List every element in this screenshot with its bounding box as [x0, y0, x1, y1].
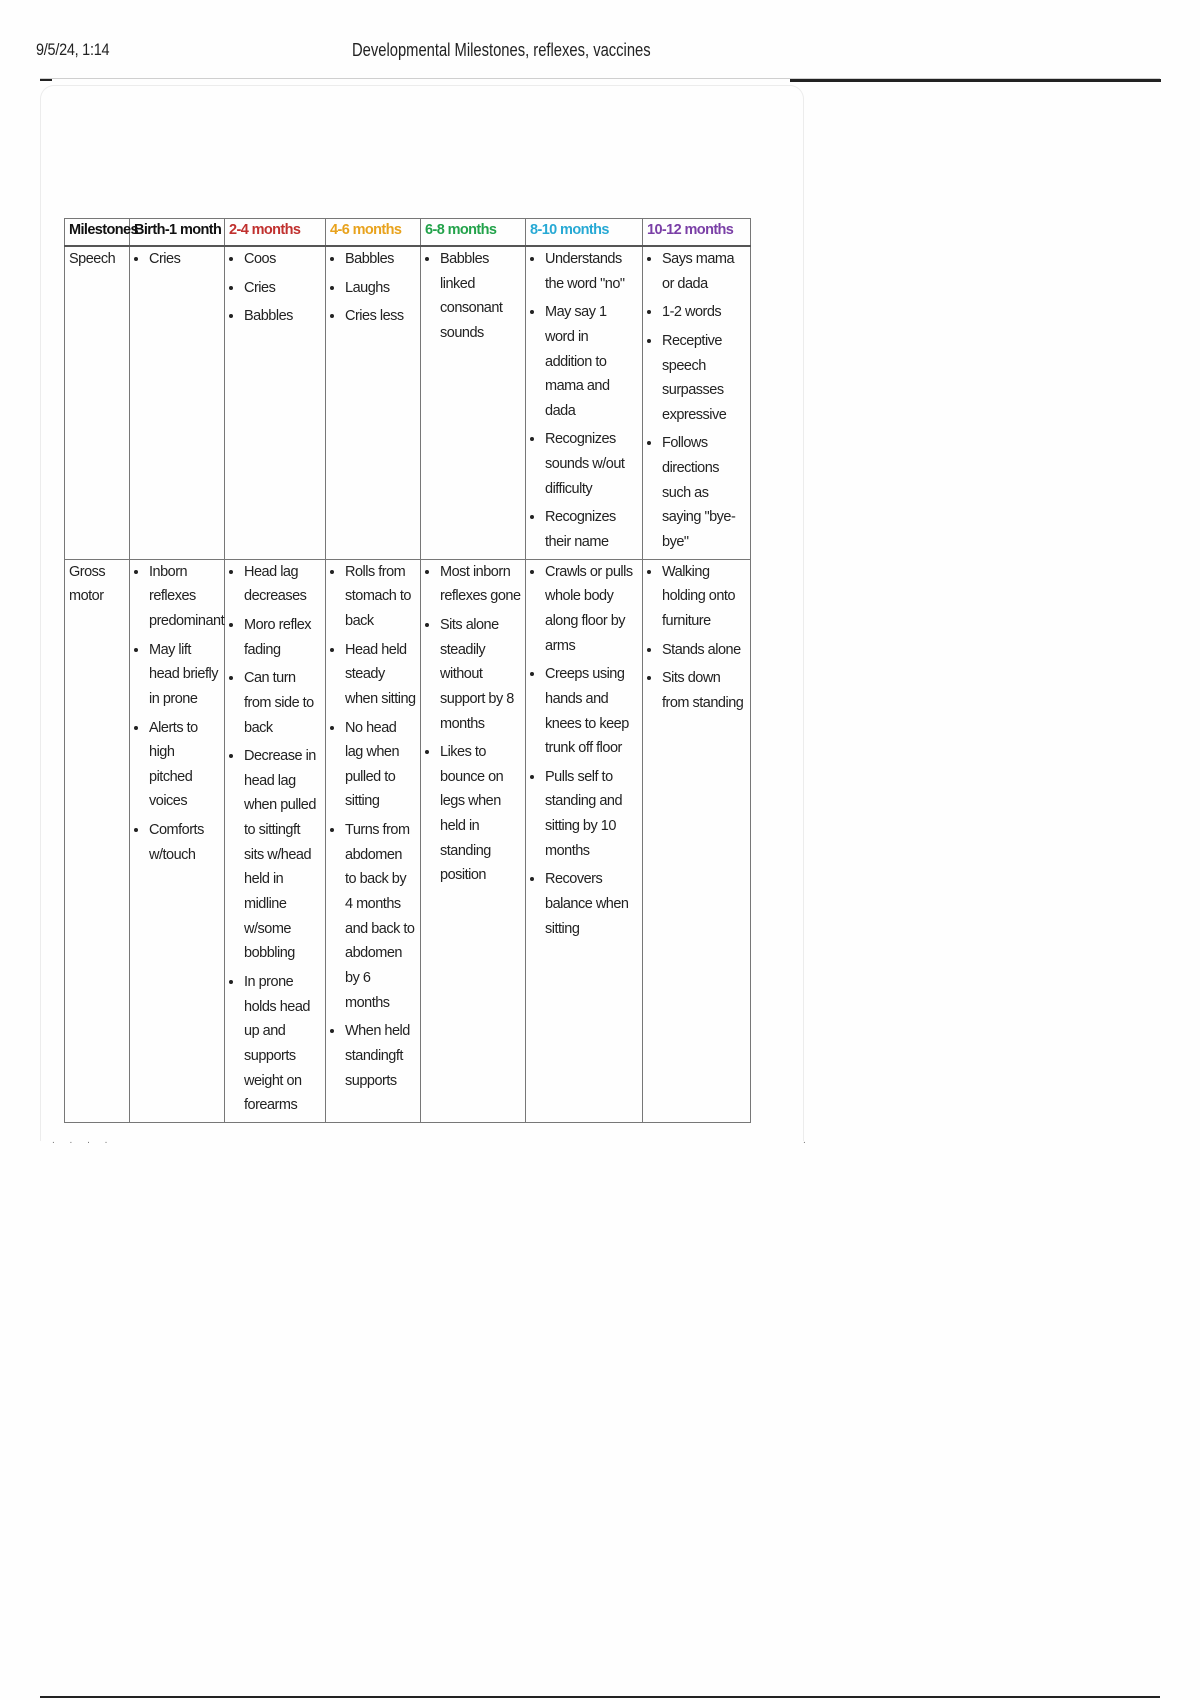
milestone-list [330, 247, 416, 329]
milestone-item: • In prone holds head up and supports weight on forearms [244, 970, 321, 1118]
table-cell [225, 559, 326, 1122]
milestone-item: • Likes to bounce on legs when held in standing position [440, 740, 521, 888]
table-cell [130, 559, 225, 1122]
table-cell [421, 559, 526, 1122]
milestone-list [530, 560, 638, 942]
milestone-item: • Creeps using hands and knees to keep trunk off floor [545, 662, 638, 761]
column-header-2-4-months: 2-4 months [225, 219, 326, 247]
milestone-list [647, 247, 746, 555]
milestone-item: • Receptive speech surpasses expressive [662, 329, 746, 428]
page-title: Developmental Milestones, reflexes, vaccines [352, 40, 651, 60]
table-cell [326, 559, 421, 1122]
column-header-birth-1-month: Birth-1 month [130, 219, 225, 247]
table-cell [526, 246, 643, 559]
table-cell [643, 559, 751, 1122]
table-cell [130, 246, 225, 559]
milestone-item: • Head held steady when sitting [345, 638, 416, 712]
column-header-8-10-months: 8-10 months [526, 219, 643, 247]
milestone-item: • Babbles [244, 304, 321, 329]
milestone-item: • Recovers balance when sitting [545, 867, 638, 941]
milestone-item: • Head lag decreases [244, 560, 321, 609]
row-label: Gross motor [65, 559, 130, 1122]
milestone-list [530, 247, 638, 555]
milestone-list [134, 247, 220, 272]
milestone-item: • May lift head briefly in prone [149, 638, 220, 712]
milestone-item: • Cries less [345, 304, 416, 329]
milestone-item: • Pulls self to standing and sitting by 10 months [545, 765, 638, 864]
footer-dots-left: . . . . [52, 1135, 114, 1146]
milestone-item: • Inborn reflexes predominant [149, 560, 220, 634]
table-cell [326, 246, 421, 559]
milestone-list [229, 247, 321, 329]
milestone-item: • Decrease in head lag when pulled to sittingft sits w/head held in midline w/some bobbling [244, 744, 321, 966]
milestone-item: • 1-2 words [662, 300, 746, 325]
milestone-list [425, 560, 521, 888]
table-cell [526, 559, 643, 1122]
milestone-item: • Sits alone steadily without support by 8 months [440, 613, 521, 736]
milestone-list [425, 247, 521, 346]
milestone-item: • Recognizes their name [545, 505, 638, 554]
table-body [65, 246, 751, 1122]
milestone-item: • Sits down from standing [662, 666, 746, 715]
milestone-item: • Moro reflex fading [244, 613, 321, 662]
milestone-item: • Follows directions such as saying "bye-bye" [662, 431, 746, 554]
milestone-item: • No head lag when pulled to sitting [345, 716, 416, 815]
milestone-item: • Crawls or pulls whole body along floor by arms [545, 560, 638, 659]
milestone-item: • Comforts w/touch [149, 818, 220, 867]
milestone-item: • Stands alone [662, 638, 746, 663]
column-header-milestones: Milestones [65, 219, 130, 247]
milestone-item: • Turns from abdomen to back by 4 months and back to abdomen by 6 months [345, 818, 416, 1015]
milestone-list [229, 560, 321, 1118]
milestone-list [134, 560, 225, 868]
footer-dot-right: . [803, 1135, 806, 1146]
row-label: Speech [65, 246, 130, 559]
header-divider-tick [40, 79, 52, 81]
milestone-item: • Can turn from side to back [244, 666, 321, 740]
column-header-6-8-months: 6-8 months [421, 219, 526, 247]
footer-divider [40, 1696, 1160, 1698]
milestone-item: • Babbles [345, 247, 416, 272]
column-header-4-6-months: 4-6 months [326, 219, 421, 247]
milestone-item: • When held standingft supports [345, 1019, 416, 1093]
milestone-item: • Cries [149, 247, 220, 272]
milestone-item: • Walking holding onto furniture [662, 560, 746, 634]
milestone-item: • Cries [244, 276, 321, 301]
column-header-10-12-months: 10-12 months [643, 219, 751, 247]
table-row [65, 559, 751, 1122]
milestone-item: • Rolls from stomach to back [345, 560, 416, 634]
milestone-item: • Understands the word "no" [545, 247, 638, 296]
print-date: 9/5/24, 1:14 [36, 40, 110, 59]
table-cell [421, 246, 526, 559]
table-header-row [65, 219, 751, 247]
table-cell [643, 246, 751, 559]
milestone-list [330, 560, 416, 1093]
milestone-item: • Babbles linked consonant sounds [440, 247, 521, 346]
milestone-item: • Says mama or dada [662, 247, 746, 296]
milestone-item: • Laughs [345, 276, 416, 301]
milestone-item: • Most inborn reflexes gone [440, 560, 521, 609]
milestone-item: • Alerts to high pitched voices [149, 716, 220, 815]
table-cell [225, 246, 326, 559]
table-row [65, 246, 751, 559]
milestones-table [64, 218, 751, 1123]
milestone-item: • Coos [244, 247, 321, 272]
milestone-list [647, 560, 746, 716]
milestone-item: • Recognizes sounds w/out difficulty [545, 427, 638, 501]
header-divider-bold [790, 79, 1161, 82]
milestone-item: • May say 1 word in addition to mama and dada [545, 300, 638, 423]
